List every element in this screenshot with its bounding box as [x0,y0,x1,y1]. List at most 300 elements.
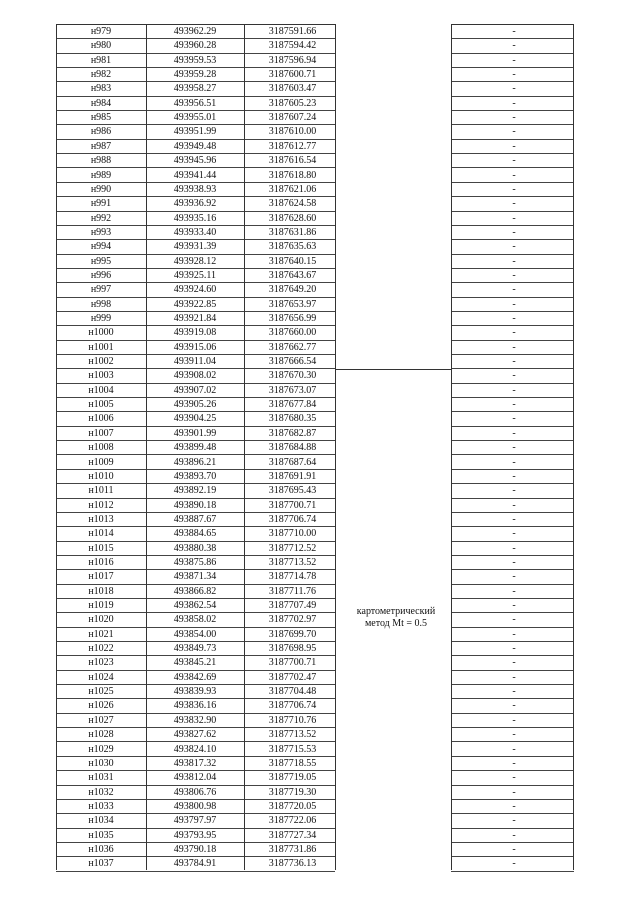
error-cell: - [512,600,516,611]
table-row [56,857,574,871]
merged-method-cell-bg [335,655,451,670]
y-coordinate-cell: 3187618.80 [268,169,317,181]
x-coordinate-cell: 493858.02 [173,614,217,626]
error-cell: - [512,815,516,827]
error-cell: - [512,370,516,382]
table-row [56,599,574,613]
x-coordinate-cell: 493812.04 [173,772,217,784]
y-coordinate-cell: 3187605.23 [268,97,317,109]
merged-method-cell-bg [335,196,451,211]
x-coordinate-cell: 493922.85 [173,298,217,310]
x-coordinate-cell: 493901.99 [173,427,217,439]
x-coordinate-cell: 493904.25 [173,413,217,425]
table-row [56,326,574,340]
y-coordinate-cell: 3187656.99 [268,313,317,324]
point-cell: н1000 [88,327,114,339]
point-cell: н1037 [88,858,114,870]
table-row [56,269,574,283]
point-cell: н1009 [88,456,114,468]
merged-method-cell-bg [335,282,451,297]
point-cell: н1034 [88,815,114,827]
x-coordinate-cell: 493949.48 [173,140,217,152]
x-coordinate-cell: 493871.34 [173,571,217,583]
error-cell: - [512,226,516,238]
x-coordinate-cell: 493899.48 [173,442,217,454]
y-coordinate-cell: 3187670.30 [268,370,317,382]
table-row [56,212,574,226]
x-coordinate-cell: 493941.44 [173,169,217,181]
x-coordinate-cell: 493793.95 [173,829,217,841]
point-cell: н982 [90,69,112,81]
x-coordinate-cell: 493928.12 [173,255,217,267]
error-cell: - [512,800,516,812]
point-cell: н1035 [88,829,114,841]
point-cell: н1012 [88,499,114,511]
error-cell: - [512,97,516,109]
y-coordinate-cell: 3187691.91 [268,470,317,482]
x-coordinate-cell: 493924.60 [173,284,217,296]
point-cell: н985 [90,112,112,124]
x-coordinate-cell: 493956.51 [173,97,217,109]
merged-method-cell-bg [335,354,451,369]
merged-method-cell-bg [335,842,451,857]
table-row [56,814,574,828]
merged-method-cell-bg [335,670,451,685]
x-coordinate-cell: 493960.28 [173,40,217,52]
error-cell: - [512,542,516,554]
point-cell: н1014 [88,528,114,540]
merged-method-cell-bg [335,526,451,541]
point-cell: н992 [90,212,112,224]
error-cell: - [512,456,516,468]
x-coordinate-cell: 493836.16 [173,700,217,712]
x-coordinate-cell: 493919.08 [173,327,217,339]
y-coordinate-cell: 3187631.86 [268,226,317,238]
y-coordinate-cell: 3187715.53 [268,743,317,755]
merged-method-cell-bg [335,498,451,513]
x-coordinate-cell: 493893.70 [173,470,217,482]
x-coordinate-cell: 493931.39 [173,241,217,253]
point-cell: н995 [90,255,112,267]
table-row [56,728,574,742]
point-cell: н1007 [88,427,114,439]
point-cell: н1003 [88,370,114,382]
merged-method-cell-bg [335,555,451,570]
error-cell: - [512,313,516,324]
y-coordinate-cell: 3187727.34 [268,829,317,841]
point-cell: н990 [90,183,112,195]
point-cell: н1023 [88,657,114,669]
merged-method-cell-bg [335,799,451,814]
point-cell: н997 [90,284,112,296]
y-coordinate-cell: 3187718.55 [268,757,317,769]
x-coordinate-cell: 493892.19 [173,485,217,497]
merged-method-cell-bg [335,856,451,871]
merged-method-cell-bg [335,153,451,168]
table-row [56,197,574,211]
table-row [56,843,574,857]
point-cell: н986 [90,126,112,138]
point-cell: н1028 [88,729,114,741]
merged-method-cell-bg [335,785,451,800]
merged-method-cell-bg [335,124,451,139]
merged-method-cell-bg [335,584,451,599]
error-cell: - [512,729,516,741]
table-row [56,613,574,627]
point-cell: н1022 [88,643,114,655]
table-row [56,456,574,470]
x-coordinate-cell: 493800.98 [173,800,217,812]
table-row [56,154,574,168]
merged-method-cell-bg [335,440,451,455]
merged-method-cell-bg [335,81,451,96]
table-row [56,283,574,297]
y-coordinate-cell: 3187698.95 [268,643,317,655]
error-cell: - [512,772,516,784]
error-cell: - [512,556,516,568]
y-coordinate-cell: 3187596.94 [268,54,317,66]
x-coordinate-cell: 493832.90 [173,714,217,726]
merged-method-cell-bg [335,225,451,240]
error-cell: - [512,399,516,411]
table-row [56,484,574,498]
y-coordinate-cell: 3187680.35 [268,413,317,425]
table-row [56,699,574,713]
point-cell: н1032 [88,786,114,798]
point-cell: н980 [90,40,112,52]
error-cell: - [512,743,516,755]
x-coordinate-cell: 493849.73 [173,643,217,655]
x-coordinate-cell: 493887.67 [173,513,217,525]
y-coordinate-cell: 3187710.76 [268,714,317,726]
y-coordinate-cell: 3187628.60 [268,212,317,224]
x-coordinate-cell: 493921.84 [173,313,217,324]
table-row [56,341,574,355]
error-cell: - [512,140,516,152]
table-row [56,570,574,584]
error-cell: - [512,671,516,683]
table-row [56,714,574,728]
y-coordinate-cell: 3187731.86 [268,843,317,855]
point-cell: н1018 [88,585,114,597]
y-coordinate-cell: 3187610.00 [268,126,317,138]
error-cell: - [512,513,516,525]
point-cell: н1024 [88,671,114,683]
y-coordinate-cell: 3187594.42 [268,40,317,52]
merged-method-cell-bg [335,813,451,828]
x-coordinate-cell: 493827.62 [173,729,217,741]
y-coordinate-cell: 3187699.70 [268,628,317,640]
column-divider [573,24,574,870]
y-coordinate-cell: 3187707.49 [268,600,317,611]
x-coordinate-cell: 493845.21 [173,657,217,669]
point-cell: н1015 [88,542,114,554]
merged-method-cell-bg [335,411,451,426]
error-cell: - [512,427,516,439]
column-divider [335,24,336,870]
x-coordinate-cell: 493806.76 [173,786,217,798]
error-cell: - [512,54,516,66]
merged-method-cell-bg [335,455,451,470]
table-row [56,312,574,326]
error-cell: - [512,26,516,37]
y-coordinate-cell: 3187684.88 [268,442,317,454]
merged-method-cell-bg [335,182,451,197]
y-coordinate-cell: 3187719.30 [268,786,317,798]
merged-method-cell-bg [335,684,451,699]
point-cell: н989 [90,169,112,181]
y-coordinate-cell: 3187706.74 [268,513,317,525]
table-row [56,642,574,656]
table-row [56,685,574,699]
point-cell: н1005 [88,399,114,411]
x-coordinate-cell: 493890.18 [173,499,217,511]
merged-method-cell-bg [335,483,451,498]
table-row [56,298,574,312]
x-coordinate-cell: 493907.02 [173,384,217,396]
table-row [56,54,574,68]
error-cell: - [512,686,516,698]
y-coordinate-cell: 3187635.63 [268,241,317,253]
error-cell: - [512,528,516,540]
table-row [56,542,574,556]
column-divider [244,24,245,870]
merged-method-cell-bg [335,469,451,484]
x-coordinate-cell: 493958.27 [173,83,217,95]
error-cell: - [512,442,516,454]
y-coordinate-cell: 3187710.00 [268,528,317,540]
y-coordinate-cell: 3187713.52 [268,729,317,741]
point-cell: н987 [90,140,112,152]
table-row [56,82,574,96]
error-cell: - [512,155,516,167]
error-cell: - [512,126,516,138]
point-cell: н979 [90,26,112,37]
error-cell: - [512,786,516,798]
table-row [56,427,574,441]
error-cell: - [512,628,516,640]
method-cell-divider [336,369,451,370]
point-cell: н1011 [88,485,114,497]
point-cell: н1026 [88,700,114,712]
x-coordinate-cell: 493911.04 [173,356,217,368]
point-cell: н1001 [88,341,114,353]
error-cell: - [512,269,516,281]
error-cell: - [512,169,516,181]
table-row [56,470,574,484]
merged-method-cell-bg [335,641,451,656]
merged-method-cell-bg [335,569,451,584]
error-cell: - [512,356,516,368]
x-coordinate-cell: 493938.93 [173,183,217,195]
point-cell: н1010 [88,470,114,482]
x-coordinate-cell: 493824.10 [173,743,217,755]
x-coordinate-cell: 493875.86 [173,556,217,568]
y-coordinate-cell: 3187711.76 [268,585,317,597]
error-cell: - [512,829,516,841]
merged-method-cell-bg [335,340,451,355]
x-coordinate-cell: 493896.21 [173,456,217,468]
point-cell: н998 [90,298,112,310]
x-coordinate-cell: 493955.01 [173,112,217,124]
table-row [56,743,574,757]
x-coordinate-cell: 493915.06 [173,341,217,353]
x-coordinate-cell: 493936.92 [173,198,217,210]
merged-method-cell-bg [335,828,451,843]
x-coordinate-cell: 493962.29 [173,26,217,37]
merged-method-cell-bg [335,770,451,785]
x-coordinate-cell: 493908.02 [173,370,217,382]
y-coordinate-cell: 3187643.67 [268,269,317,281]
merged-method-cell-bg [335,38,451,53]
method-line-2: метод Mt = 0.5 [364,618,428,629]
y-coordinate-cell: 3187640.15 [268,255,317,267]
table-row [56,125,574,139]
y-coordinate-cell: 3187624.58 [268,198,317,210]
y-coordinate-cell: 3187714.78 [268,571,317,583]
y-coordinate-cell: 3187702.97 [268,614,317,626]
table-row [56,628,574,642]
table-row [56,671,574,685]
y-coordinate-cell: 3187649.20 [268,284,317,296]
point-cell: н1033 [88,800,114,812]
table-row [56,757,574,771]
x-coordinate-cell: 493790.18 [173,843,217,855]
y-coordinate-cell: 3187736.13 [268,858,317,870]
merged-method-cell-bg [335,110,451,125]
y-coordinate-cell: 3187713.52 [268,556,317,568]
x-coordinate-cell: 493784.91 [173,858,217,870]
merged-method-cell-bg [335,325,451,340]
column-divider [451,24,452,870]
y-coordinate-cell: 3187653.97 [268,298,317,310]
table-row [56,513,574,527]
point-cell: н1002 [88,356,114,368]
error-cell: - [512,413,516,425]
error-cell: - [512,183,516,195]
table-row [56,412,574,426]
table-row [56,771,574,785]
point-cell: н994 [90,241,112,253]
merged-method-cell-bg [335,368,451,383]
merged-method-cell-bg [335,53,451,68]
error-cell: - [512,255,516,267]
error-cell: - [512,298,516,310]
x-coordinate-cell: 493854.00 [173,628,217,640]
y-coordinate-cell: 3187704.48 [268,686,317,698]
merged-method-cell-bg [335,24,451,39]
x-coordinate-cell: 493866.82 [173,585,217,597]
y-coordinate-cell: 3187712.52 [268,542,317,554]
table-row [56,441,574,455]
error-cell: - [512,112,516,124]
error-cell: - [512,198,516,210]
point-cell: н999 [90,313,112,324]
x-coordinate-cell: 493842.69 [173,671,217,683]
error-cell: - [512,843,516,855]
y-coordinate-cell: 3187660.00 [268,327,317,339]
error-cell: - [512,643,516,655]
x-coordinate-cell: 493959.28 [173,69,217,81]
y-coordinate-cell: 3187700.71 [268,657,317,669]
y-coordinate-cell: 3187662.77 [268,341,317,353]
table-row [56,527,574,541]
point-cell: н1004 [88,384,114,396]
table-row [56,183,574,197]
error-cell: - [512,384,516,396]
method-note [336,606,456,630]
x-coordinate-cell: 493945.96 [173,155,217,167]
merged-method-cell-bg [335,96,451,111]
merged-method-cell-bg [335,67,451,82]
y-coordinate-cell: 3187607.24 [268,112,317,124]
error-cell: - [512,327,516,339]
table-row [56,140,574,154]
y-coordinate-cell: 3187677.84 [268,399,317,411]
y-coordinate-cell: 3187720.05 [268,800,317,812]
error-cell: - [512,757,516,769]
merged-method-cell-bg [335,311,451,326]
table-row [56,255,574,269]
table-row [56,800,574,814]
error-cell: - [512,585,516,597]
point-cell: н984 [90,97,112,109]
error-cell: - [512,284,516,296]
point-cell: н996 [90,269,112,281]
y-coordinate-cell: 3187687.64 [268,456,317,468]
table-row [56,585,574,599]
point-cell: н1029 [88,743,114,755]
table-row [56,369,574,383]
point-cell: н1017 [88,571,114,583]
merged-method-cell-bg [335,383,451,398]
point-cell: н1025 [88,686,114,698]
x-coordinate-cell: 493797.97 [173,815,217,827]
table-row [56,499,574,513]
x-coordinate-cell: 493839.93 [173,686,217,698]
point-cell: н1006 [88,413,114,425]
merged-method-cell-bg [335,268,451,283]
point-cell: н1016 [88,556,114,568]
table-row [56,656,574,670]
method-line-1: картометрический [356,606,436,617]
error-cell: - [512,485,516,497]
error-cell: - [512,241,516,253]
point-cell: н1021 [88,628,114,640]
error-cell: - [512,614,516,626]
table-row [56,39,574,53]
table-row [56,240,574,254]
point-cell: н993 [90,226,112,238]
table-row [56,68,574,82]
x-coordinate-cell: 493925.11 [173,269,217,281]
merged-method-cell-bg [335,426,451,441]
table-row [56,829,574,843]
point-cell: н991 [90,198,112,210]
point-cell: н1019 [88,600,114,611]
column-divider [56,24,57,870]
table-row [56,169,574,183]
y-coordinate-cell: 3187591.66 [268,26,317,37]
point-cell: н1013 [88,513,114,525]
error-cell: - [512,341,516,353]
x-coordinate-cell: 493933.40 [173,226,217,238]
table-row [56,556,574,570]
merged-method-cell-bg [335,254,451,269]
merged-method-cell-bg [335,713,451,728]
error-cell: - [512,571,516,583]
x-coordinate-cell: 493905.26 [173,399,217,411]
